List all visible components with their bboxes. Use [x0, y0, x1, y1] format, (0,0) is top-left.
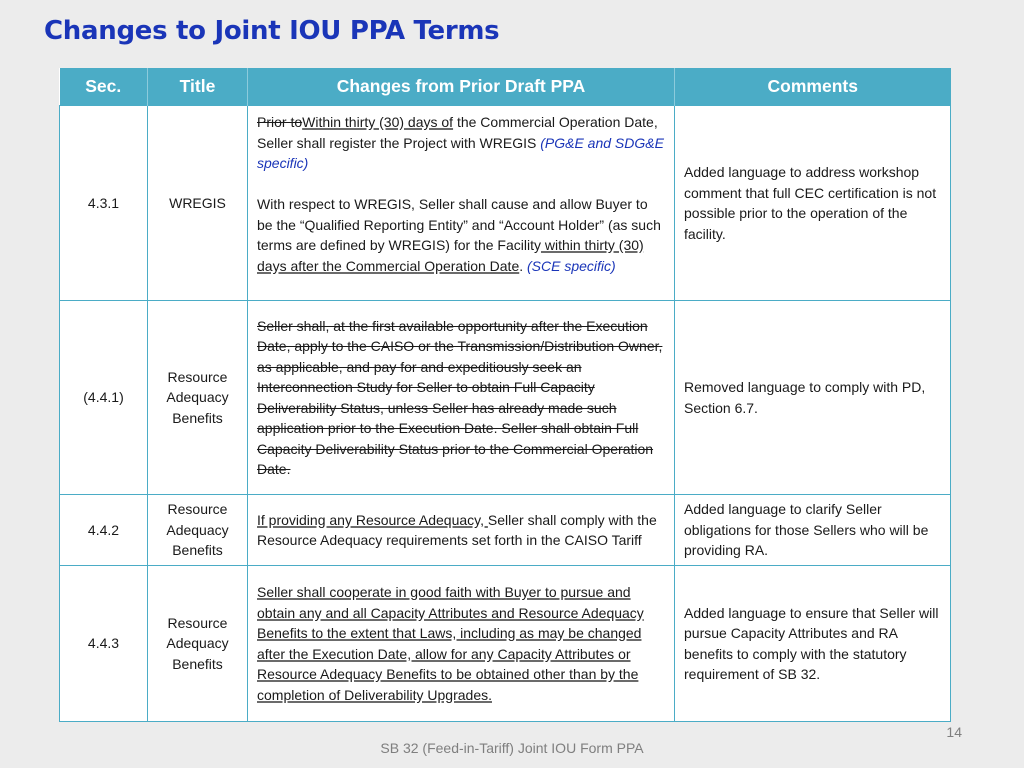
header-comments: Comments: [675, 68, 951, 106]
cell-title: Resource Adequacy Benefits: [148, 301, 248, 495]
cell-title: Resource Adequacy Benefits: [148, 495, 248, 566]
plain-text: Seller shall comply with the Resource Adequacy requirements set forth in the CAISO Tariff: [257, 511, 657, 548]
table-row: [60, 495, 951, 566]
header-changes: Changes from Prior Draft PPA: [248, 68, 675, 106]
cell-sec: 4.4.3: [60, 566, 148, 722]
table-row: [60, 106, 951, 301]
cell-title: WREGIS: [148, 106, 248, 301]
slide-title: Changes to Joint IOU PPA Terms: [44, 16, 500, 46]
cell-comments: Removed language to comply with PD, Section 6.7.: [675, 301, 951, 495]
cell-changes: [248, 495, 675, 566]
struck-text: Prior to: [257, 114, 303, 130]
inserted-text: within thirty (30) days after the Commercial Operation Date: [257, 237, 644, 274]
inserted-text: Seller shall cooperate in good faith with Buyer to pursue and obtain any and all Capacity Attributes and Resource Adequacy Benefits to the extent that Laws, including as may be changed after the Execution Date, allow for any Capacity Attributes or Resource Adequacy Benefits to be obtained other than by the completion of Deliverability Upgrades.: [257, 584, 644, 703]
changes-paragraph: [257, 194, 665, 276]
header-sec: Sec.: [60, 68, 148, 106]
cell-changes: [248, 106, 675, 301]
cell-comments: Added language to clarify Seller obligations for those Sellers who will be providing RA.: [675, 495, 951, 566]
struck-text: Seller shall, at the first available opportunity after the Execution Date, apply to the CAISO or the Transmission/Distribution Owner, as applicable, and pay for and expeditiously seek an Interconnection Study for Seller to obtain Full Capacity Deliverability Status, unless Seller has already made such application prior to the Execution Date. Seller shall obtain Full Capacity Deliverability Status prior to the Commercial Operation Date.: [257, 317, 663, 477]
table-row: [60, 566, 951, 722]
slide-footer: SB 32 (Feed-in-Tariff) Joint IOU Form PPA: [380, 740, 644, 756]
cell-title: Resource Adequacy Benefits: [148, 566, 248, 722]
cell-changes: [248, 566, 675, 722]
header-title: Title: [148, 68, 248, 106]
cell-sec: 4.4.2: [60, 495, 148, 566]
plain-text: .: [519, 257, 528, 274]
page-number: 14: [946, 724, 962, 740]
cell-sec: (4.4.1): [60, 301, 148, 495]
table-header-row: [60, 68, 951, 106]
inserted-text: If providing any Resource Adequacy,: [257, 511, 488, 528]
inserted-text: Within thirty (30) days of: [302, 114, 454, 130]
note-text: (SCE specific): [527, 257, 616, 274]
cell-comments: Added language to address workshop comment that full CEC certification is not possible prior to the operation of the facility.: [675, 106, 951, 301]
note-text: (PG&E and SDG&E specific): [257, 134, 664, 171]
ppa-changes-table: [59, 68, 951, 722]
cell-changes: [248, 301, 675, 495]
cell-sec: 4.3.1: [60, 106, 148, 301]
cell-comments: Added language to ensure that Seller will pursue Capacity Attributes and RA benefits to comply with the statutory requirement of SB 32.: [675, 566, 951, 722]
plain-text: With respect to WREGIS, Seller shall cause and allow Buyer to be the “Qualified Reporting Entity” and “Account Holder” (as such terms are defined by WREGIS) for the Facility: [257, 196, 661, 253]
changes-paragraph: [257, 112, 665, 174]
table-row: [60, 301, 951, 495]
plain-text: the Commercial Operation Date, Seller shall register the Project with WREGIS: [257, 114, 658, 151]
